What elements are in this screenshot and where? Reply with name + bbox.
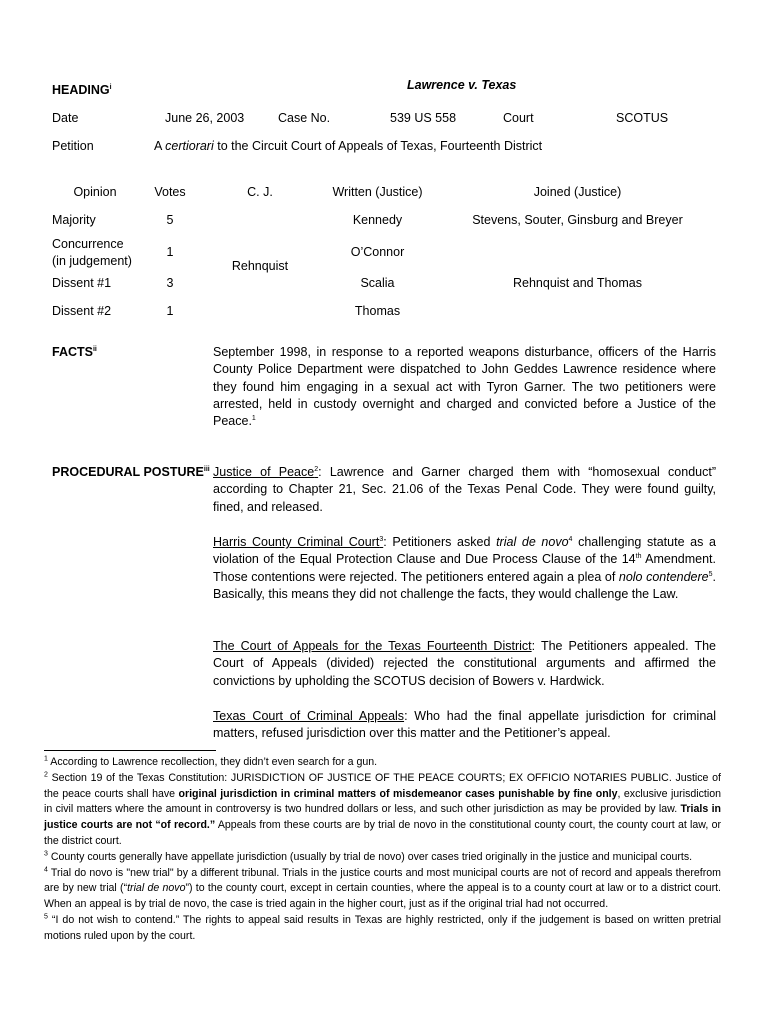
row-dissent1-written: Scalia — [360, 276, 395, 290]
court-label: Court — [503, 111, 534, 125]
court-value: SCOTUS — [616, 111, 669, 125]
footnotes — [44, 755, 721, 945]
facts-label: FACTS$^{ii}$ — [52, 345, 97, 359]
posture-label: PROCEDURAL POSTURE$^{iii}$ — [52, 465, 210, 479]
posture-justice-of-peace: Justice of Peace$^2$: Lawrence and Garner charged them with “homosexual conduct” according to Chapter 21, Sec. 21.06 of the Texas Penal Code. They were found guilty, fined, and released. — [213, 465, 716, 514]
row-dissent1-opinion: Dissent #1 — [52, 276, 112, 290]
case-title: Lawrence v. Texas — [407, 78, 517, 92]
th-joined: Joined (Justice) — [533, 185, 622, 199]
facts-text: September 1998, in response to a reported weapons disturbance, officers of the Harris County Police Department were dispatched to John Geddes Lawrence residence where they found him engaging in a sexual act with Tyron Garner. The two petitioners were arrested, held in custody overnight and charged and convicted before a Justice of the Peace.$^1$ — [213, 345, 716, 429]
heading-label: HEADING$^i$ — [52, 83, 112, 97]
th-opinion: Opinion — [73, 185, 117, 199]
row-concurrence-votes: 1 — [166, 245, 174, 259]
date-label: Date — [52, 111, 79, 125]
posture-criminal-appeals: Texas Court of Criminal Appeals: Who had the final appellate jurisdiction for criminal matters, refused jurisdiction over this matter and the Petitioner’s appeal. — [213, 709, 717, 741]
footnote-1: $^1$ According to Lawrence recollection, they didn’t even search for a gun. — [44, 755, 378, 768]
row-dissent2-opinion: Dissent #2 — [52, 304, 112, 318]
footnote-2: $^2$ Section 19 of the Texas Constitution: JURISDICTION OF JUSTICE OF THE PEACE COURTS; EX OFFICIO NOTARIES PUBLIC. Justice of the peace courts shall have original jurisdiction in criminal matters of misdemeanor cases punishable by fine only, exclusive jurisdiction in civil matters where the amount in controversy is two hundred dollars or less, and such other jurisdiction as may be provided by law. Trials in justice courts are not “of record.” Appeals from these courts are by trial de novo in the constitutional county court, the county court at law, or the district court. — [44, 771, 721, 847]
th-votes: Votes — [154, 185, 186, 199]
footnote-5: $^5$ “I do not wish to contend.” The rights to appeal said results in Texas are highly restricted, only if the judgement is based on written pretrial motions ruled upon by the court. — [44, 913, 721, 942]
petition-label: Petition — [52, 139, 94, 153]
row-dissent1-votes: 3 — [166, 276, 174, 290]
row-majority-opinion: Majority — [52, 213, 96, 227]
date-value: June 26, 2003 — [165, 111, 245, 125]
row-dissent2-written: Thomas — [354, 304, 401, 318]
row-majority-written: Kennedy — [352, 213, 403, 227]
footnote-separator — [44, 750, 216, 751]
footnote-4: $^4$ Trial do novo is "new trial" by a different tribunal. Trials in the justice courts and most municipal courts are not of record and appeals therefrom are by new trial (“trial de novo”) to the county court, except in certain counties, where the appeal is to a county court at law or to a district court. When an appeal is by trial de novo, the case is tried again in the higher court, just as if the original trial had not occurred. — [44, 866, 721, 911]
footnote-3: $^3$ County courts generally have appellate jurisdiction (usually by trial de novo) over cases tried originally in the justice and municipal courts. — [44, 850, 693, 863]
row-dissent1-joined: Rehnquist and Thomas — [512, 276, 643, 290]
row-majority-votes: 5 — [166, 213, 174, 227]
posture-court-of-appeals: The Court of Appeals for the Texas Fourteenth District: The Petitioners appealed. The Court of Appeals (divided) rejected the constitutional arguments and affirmed the convictions by upholding the SCOTUS decision of Bowers v. Hardwick. — [213, 639, 716, 688]
row-concurrence-written: O’Connor — [350, 245, 405, 259]
row-dissent2-votes: 1 — [166, 304, 174, 318]
caseno-label: Case No. — [278, 111, 331, 125]
caseno-value: 539 US 558 — [390, 111, 457, 125]
cj-value: Rehnquist — [231, 259, 289, 273]
row-concurrence-opinion: Concurrence (in judgement) — [52, 237, 132, 268]
th-written: Written (Justice) — [332, 185, 423, 199]
posture-harris-county: Harris County Criminal Court$^3$: Petitioners asked trial de novo$^4$ challenging statute as a violation of the Equal Protection Clause and Due Process Clause of the 14th Amendment. Those contentions were rejected. The petitioners entered again a plea of nolo contendere$^5$. Basically, this means they did not challenge the facts, they would challenge the Law. — [213, 535, 717, 601]
petition-text: A certiorari to the Circuit Court of Appeals of Texas, Fourteenth District — [154, 139, 543, 153]
row-majority-joined: Stevens, Souter, Ginsburg and Breyer — [472, 213, 683, 227]
th-cj: C. J. — [247, 185, 273, 199]
